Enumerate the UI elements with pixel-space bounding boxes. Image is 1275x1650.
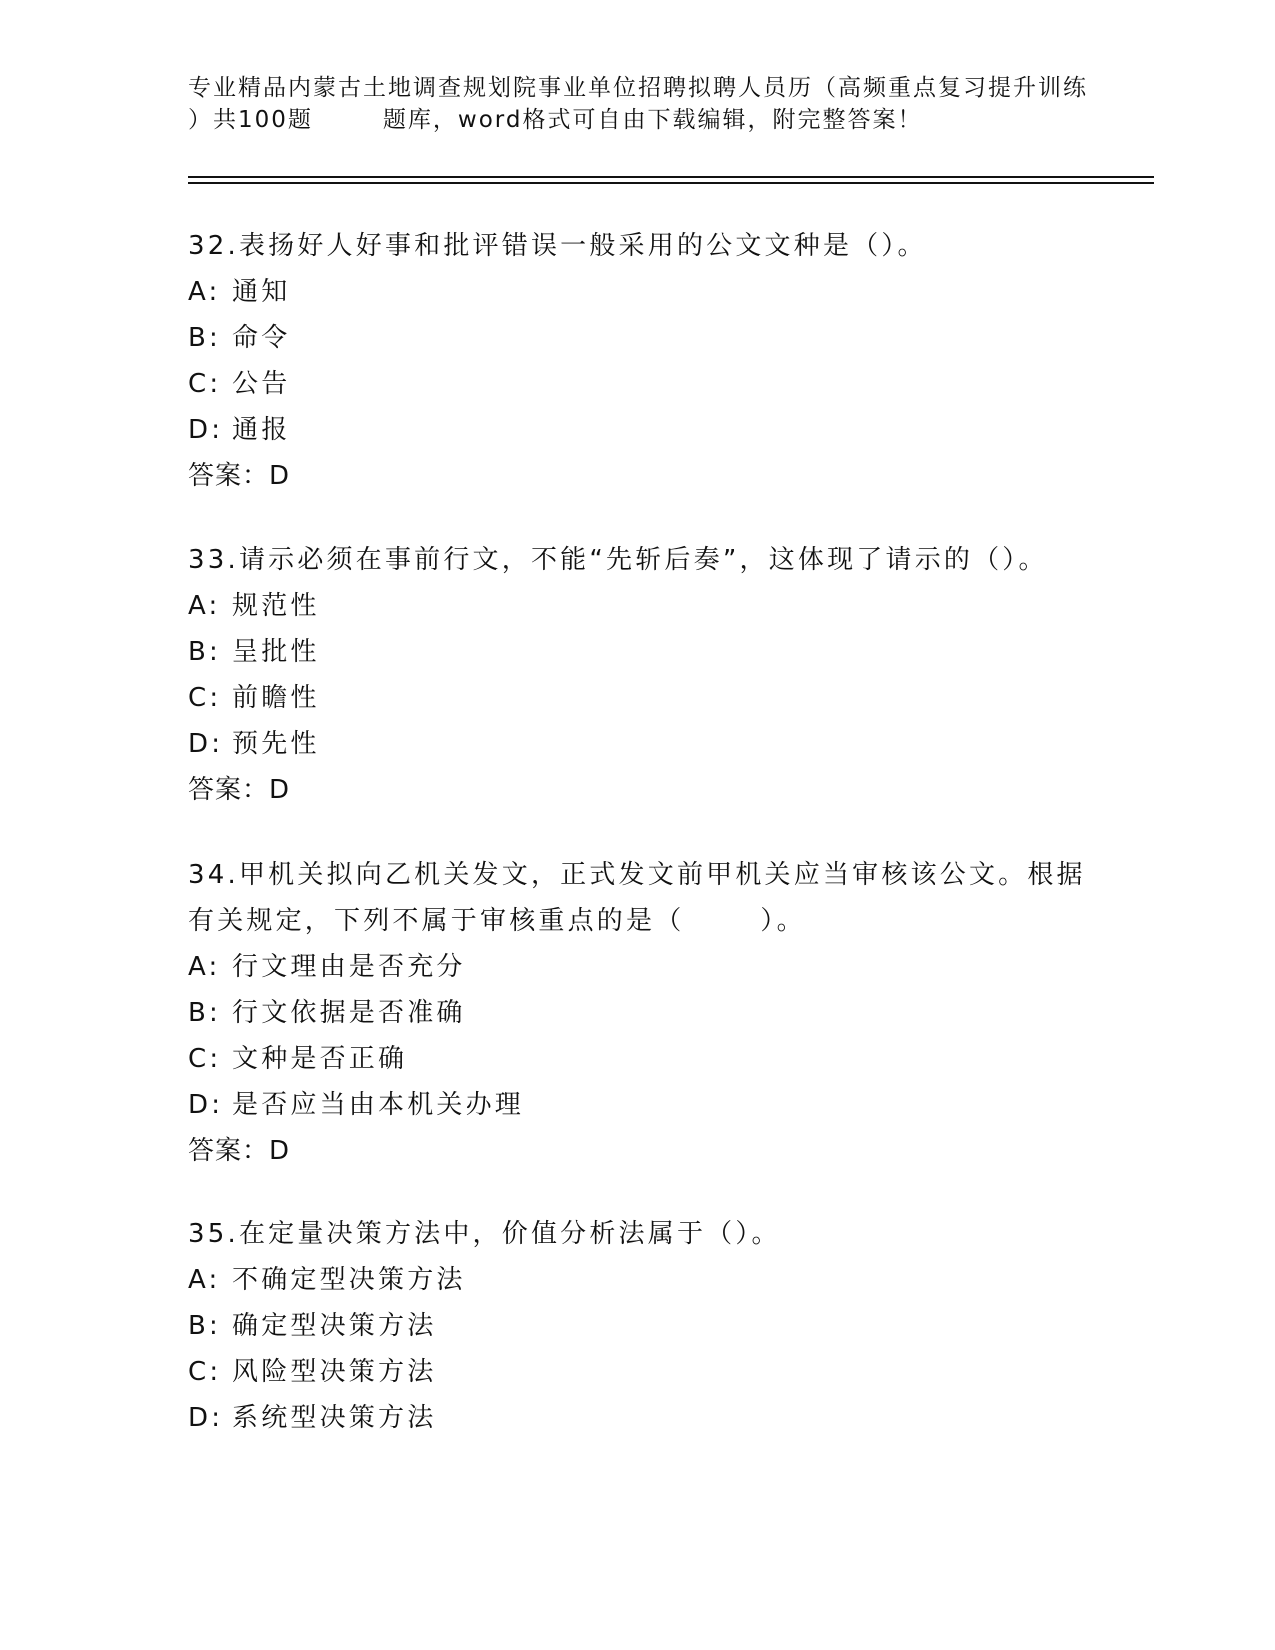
question-stem-line2-a: 有关规定，下列不属于审核重点的是（ [188,906,685,936]
option-d [188,407,1088,453]
question-stem-line1: 34.甲机关拟向乙机关发文，正式发文前甲机关应当审核该公文。根据 [188,860,1086,890]
header-title-line2 [188,104,1088,136]
option-b [188,1303,1088,1349]
option-b [188,315,1088,361]
header-title-line1: 专业精品内蒙古土地调查规划院事业单位招聘拟聘人员历（高频重点复习提升训练 [188,75,1088,101]
option-key: A: [188,952,221,982]
option-text: 预先性 [232,729,320,759]
option-d [188,1082,1088,1128]
option-key: D: [188,1090,224,1120]
option-text: 前瞻性 [232,683,320,713]
option-key: C: [188,1357,222,1387]
option-text: 规范性 [232,591,320,621]
option-key: C: [188,1044,222,1074]
option-key: B: [188,1311,221,1341]
question-33 [188,537,1088,813]
option-c [188,1036,1088,1082]
option-text: 确定型决策方法 [232,1311,437,1341]
option-c [188,1349,1088,1395]
option-text: 文种是否正确 [232,1044,408,1074]
option-d [188,1395,1088,1441]
option-key: B: [188,998,221,1028]
option-a [188,269,1088,315]
document-header [188,72,1088,136]
option-key: A: [188,1265,221,1295]
option-key: D: [188,729,224,759]
option-d [188,721,1088,767]
option-text: 是否应当由本机关办理 [232,1090,525,1120]
option-a [188,944,1088,990]
option-text: 呈批性 [232,637,320,667]
answer: 答案：D [188,1136,291,1166]
option-text: 通报 [232,415,291,445]
option-text: 命令 [232,323,291,353]
option-key: C: [188,683,222,713]
answer: 答案：D [188,461,291,491]
option-key: D: [188,1403,224,1433]
option-text: 公告 [232,369,291,399]
option-a [188,583,1088,629]
option-c [188,675,1088,721]
question-34 [188,852,1088,1174]
question-stem: 35.在定量决策方法中，价值分析法属于（）。 [188,1219,781,1249]
option-text: 风险型决策方法 [232,1357,437,1387]
question-stem: 32.表扬好人好事和批评错误一般采用的公文文种是（）。 [188,231,927,261]
question-stem-line2 [188,898,1088,944]
option-key: A: [188,277,221,307]
option-b [188,990,1088,1036]
option-b [188,629,1088,675]
option-text: 行文理由是否充分 [232,952,466,982]
option-key: B: [188,323,221,353]
option-key: B: [188,637,221,667]
option-text: 系统型决策方法 [232,1403,437,1433]
header-title-line2-a: ）共100题 [188,107,313,133]
header-title-line2-b: 题库，word格式可自由下载编辑，附完整答案！ [382,107,923,133]
header-divider-top [188,176,1154,178]
question-35 [188,1211,1088,1441]
option-c [188,361,1088,407]
question-stem: 33.请示必须在事前行文，不能“先斩后奏”，这体现了请示的（）。 [188,545,1048,575]
option-key: D: [188,415,224,445]
question-stem-line2-b: ）。 [760,906,806,936]
option-key: C: [188,369,222,399]
answer: 答案：D [188,775,291,805]
question-32 [188,223,1088,499]
option-text: 通知 [232,277,291,307]
option-text: 不确定型决策方法 [232,1265,466,1295]
header-divider-bottom [188,182,1154,184]
option-text: 行文依据是否准确 [232,998,466,1028]
option-a [188,1257,1088,1303]
option-key: A: [188,591,221,621]
